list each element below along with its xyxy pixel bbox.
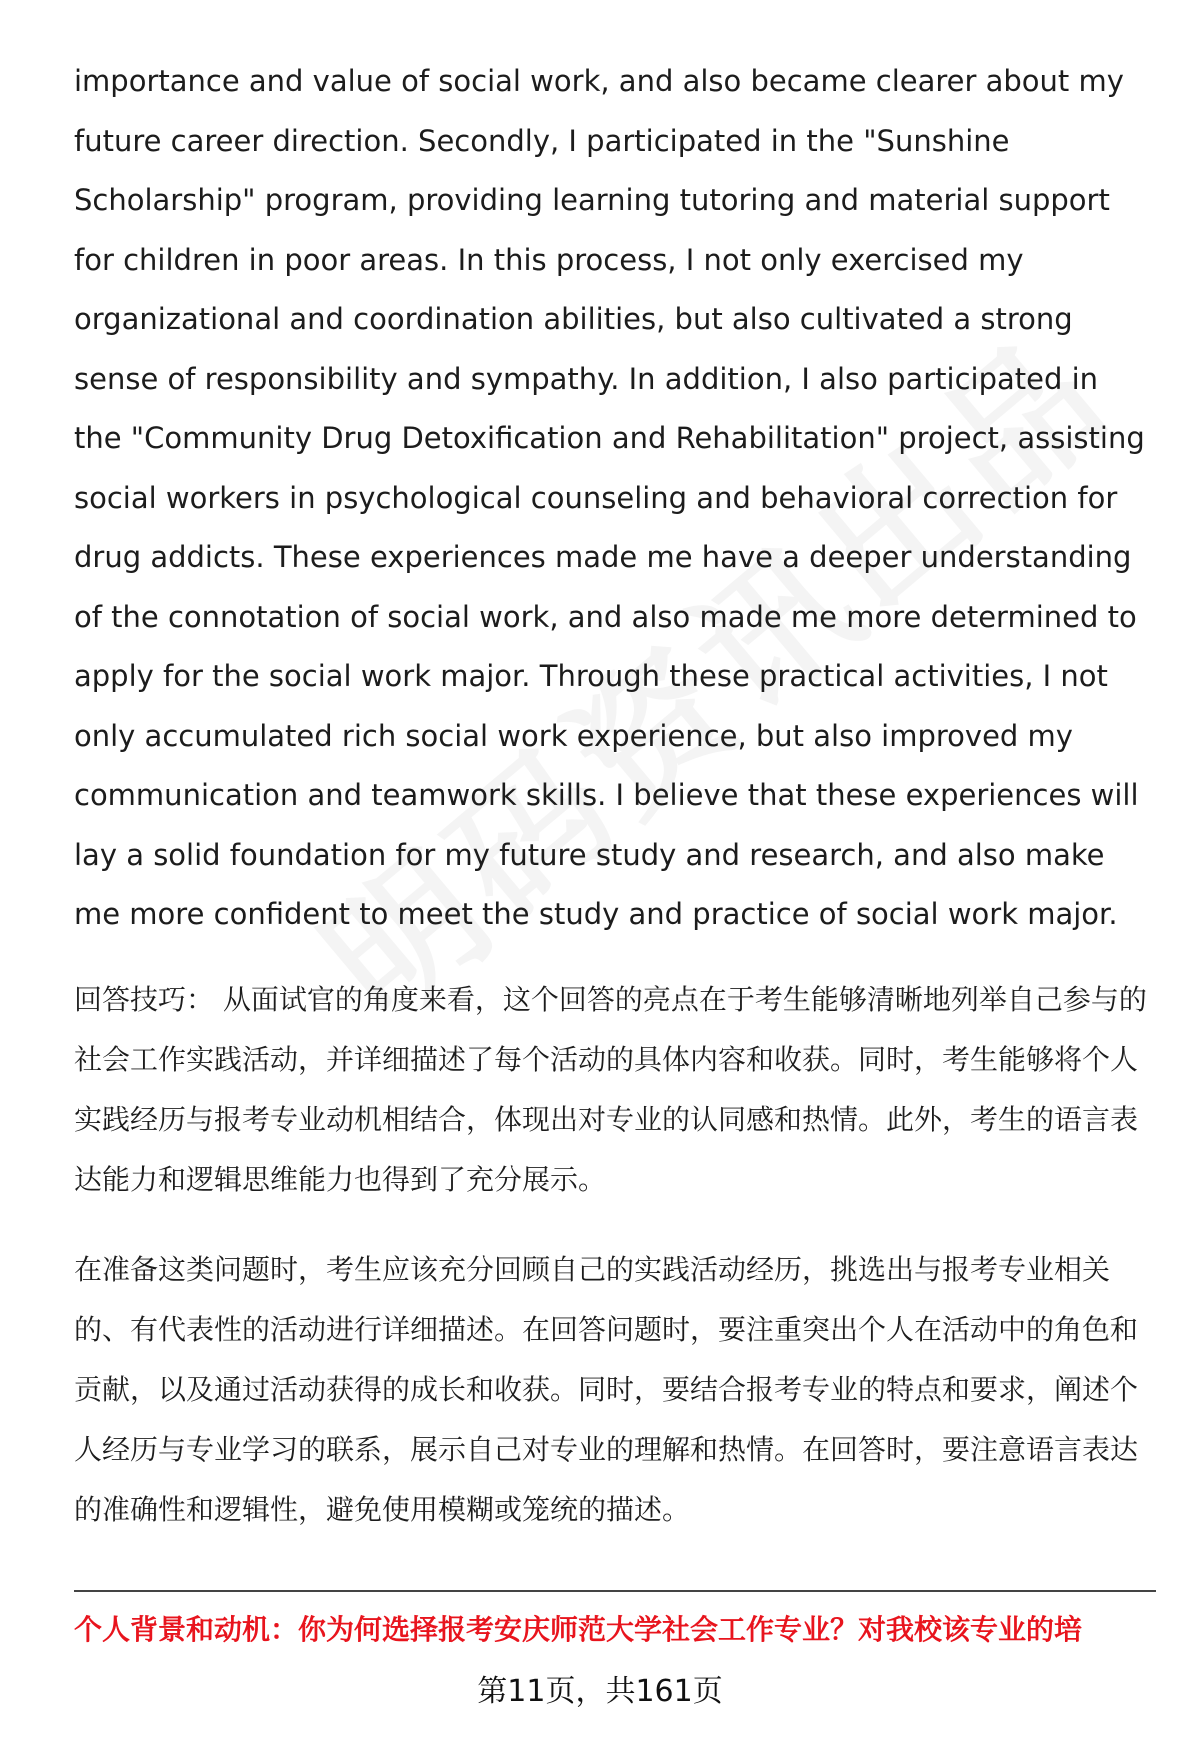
preparation-advice-paragraph: 在准备这类问题时，考生应该充分回顾自己的实践活动经历，挑选出与报考专业相关的、有代表性的活动进行详细描述。在回答问题时，要注重突出个人在活动中的角色和贡献，以及通过活动获得的成长和收获。同时，要结合报考专业的特点和要求，阐述个人经历与专业学习的联系，展示自己对专业的理解和热情。在回答时，要注意语言表达的准确性和逻辑性，避免使用模糊或笼统的描述。 [74, 1253, 1139, 1526]
english-answer-paragraph: importance and value of social work, and also became clearer about my future career direction. Secondly, I participated in the "Sunshine Scholarship" program, providing learning tutoring and material support for children in poor areas. In this process, I not only exercised my organizational and coordination abilities, but also cultivated a strong sense of responsibility and sympathy. In addition, I also participated in the "Community Drug Detoxification and Rehabilitation" project, assisting social workers in psychological counseling and behavioral correction for drug addicts. These experiences made me have a deeper understanding of the connotation of social work, and also made me more determined to apply for the social work major. Through these practical activities, I not only accumulated rich social work experience, but also improved my communication and teamwork skills. I believe that these experiences will lay a solid foundation for my future study and research, and also make me more confident to meet the study and practice of social work major. [74, 64, 1145, 931]
section-divider [74, 1590, 1156, 1592]
answer-tips-paragraph: 回答技巧： 从面试官的角度来看，这个回答的亮点在于考生能够清晰地列举自己参与的社会工作实践活动，并详细描述了每个活动的具体内容和收获。同时，考生能够将个人实践经历与报考专业动机相结合，体现出对专业的认同感和热情。此外，考生的语言表达能力和逻辑思维能力也得到了充分展示。 [74, 983, 1147, 1196]
page-number-footer: 第11页，共161页 [477, 1674, 723, 1709]
next-question-heading: 个人背景和动机：你为何选择报考安庆师范大学社会工作专业？对我校该专业的培 [74, 1613, 1083, 1646]
